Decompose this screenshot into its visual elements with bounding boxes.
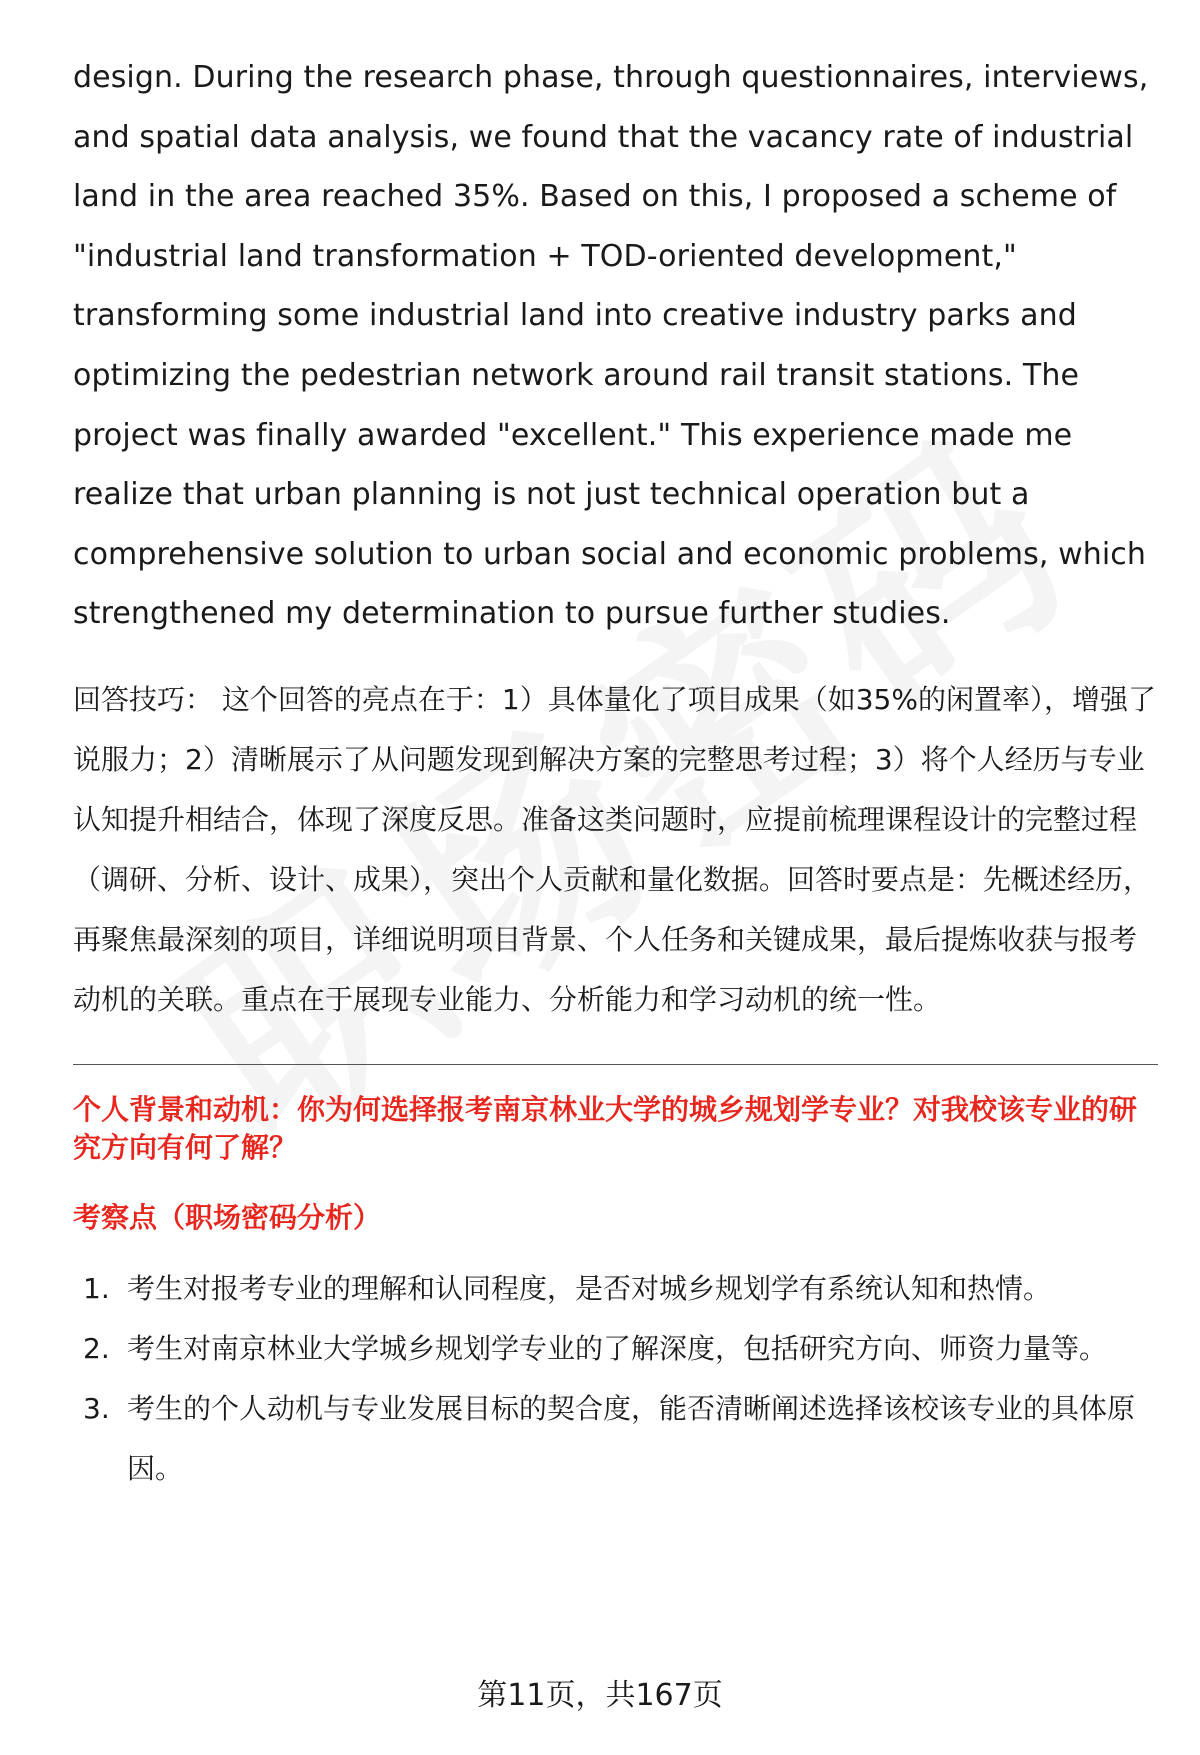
section-divider	[73, 1064, 1158, 1065]
list-item	[73, 1319, 1158, 1379]
list-item-number: 2.	[83, 1331, 110, 1365]
list-item-text: 考生的个人动机与专业发展目标的契合度，能否清晰阐述选择该校该专业的具体原因。	[127, 1391, 1136, 1485]
list-item-text: 考生对报考专业的理解和认同程度，是否对城乡规划学有系统认知和热情。	[127, 1271, 1052, 1305]
assessment-points-heading: 考察点（职场密码分析）	[73, 1200, 382, 1234]
page-footer: 第11页，共167页	[477, 1678, 723, 1713]
list-item	[73, 1259, 1158, 1319]
document-page	[73, 48, 1158, 1499]
question-heading: 个人背景和动机：你为何选择报考南京林业大学的城乡规划学专业？对我校该专业的研究方向有何了解？	[73, 1092, 1138, 1164]
intro-paragraph: design. During the research phase, through questionnaires, interviews, and spatial data analysis, we found that the vacancy rate of industrial land in the area reached 35%. Based on this, I proposed a scheme of "industrial land transformation + TOD-oriented development," transforming some industrial land into creative industry parks and optimizing the pedestrian network around rail transit stations. The project was finally awarded "excellent." This experience made me realize that urban planning is not just technical operation but a comprehensive solution to urban social and economic problems, which strengthened my determination to pursue further studies.	[73, 60, 1149, 632]
answer-tips-paragraph: 回答技巧： 这个回答的亮点在于：1）具体量化了项目成果（如35%的闲置率），增强了说服力；2）清晰展示了从问题发现到解决方案的完整思考过程；3）将个人经历与专业认知提升相结合，体现了深度反思。准备这类问题时，应提前梳理课程设计的完整过程（调研、分析、设计、成果），突出个人贡献和量化数据。回答时要点是：先概述经历，再聚焦最深刻的项目，详细说明项目背景、个人任务和关键成果，最后提炼收获与报考动机的关联。重点在于展现专业能力、分析能力和学习动机的统一性。	[73, 682, 1156, 1016]
list-item-number: 3.	[83, 1391, 110, 1425]
list-item-number: 1.	[83, 1271, 110, 1305]
assessment-points-list	[73, 1259, 1158, 1499]
list-item	[73, 1379, 1158, 1499]
list-item-text: 考生对南京林业大学城乡规划学专业的了解深度，包括研究方向、师资力量等。	[127, 1331, 1108, 1365]
